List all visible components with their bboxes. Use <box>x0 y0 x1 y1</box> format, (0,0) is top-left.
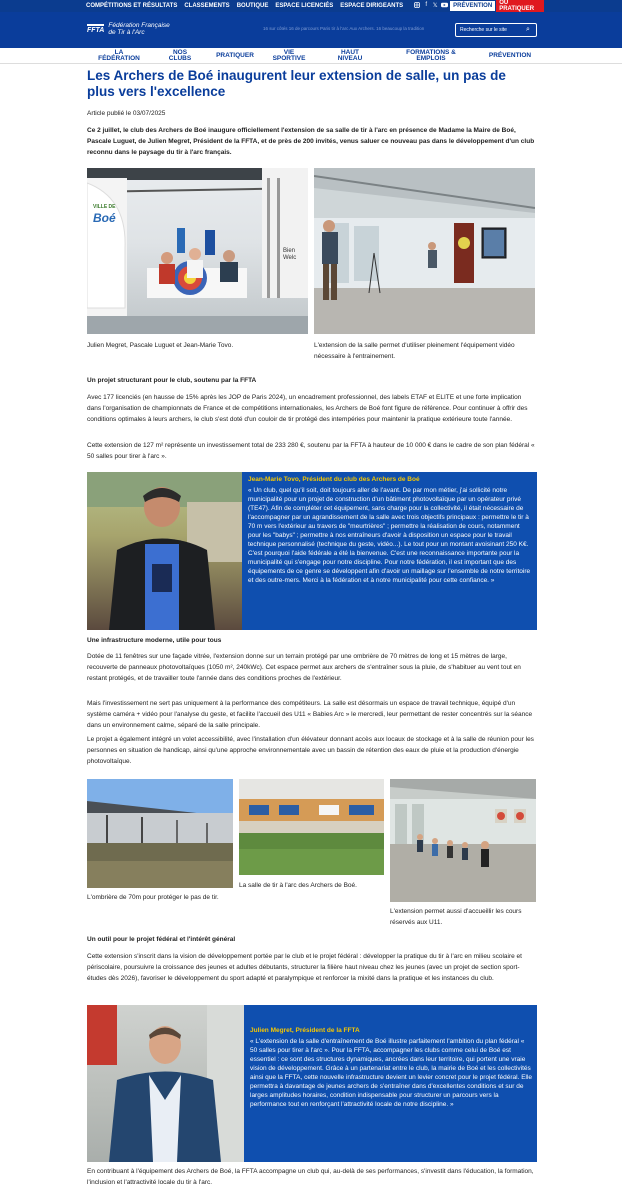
top-link-competitions[interactable]: COMPÉTITIONS ET RÉSULTATS <box>86 3 178 9</box>
logo-line-1: Fédération Française <box>108 22 170 29</box>
caption-ombriere: L'ombrière de 70m pour protéger le pas de tir. <box>87 894 219 901</box>
caption-salle: La salle de tir à l'arc des Archers de Boé. <box>239 882 357 889</box>
logo-line-2: de Tir à l'Arc <box>108 29 145 36</box>
youtube-icon[interactable] <box>441 2 447 10</box>
heading-projet-structurant: Un projet structurant pour le club, soutenu par la FFTA <box>87 377 257 384</box>
quote-megret-author: Julien Megret, Président de la FFTA <box>250 1027 360 1034</box>
article-content <box>87 68 537 158</box>
photo-salle <box>239 779 384 875</box>
logo-mark: FFTA <box>87 24 104 34</box>
photo-video-equipment <box>314 168 535 334</box>
caption-ceremony: Julien Megret, Pascale Luguet et Jean-Marie Tovo. <box>87 342 234 349</box>
photo-ombriere <box>87 779 233 888</box>
para-structurant-1: Avec 177 licenciés (en hausse de 15% après les JOP de Paris 2024), un encadrement professionnel, des labels ETAF et ELITE et une forte implication dans l'organisation de championnats de France et de compétitions internationales, les Archers de Boé font figure de référence. Pour continuer à offrir des conditions optimales à leurs archers, le club s'est doté d'un couloir de tir protégé des intempéries pour maintenir la pratique extérieure toute l'année. <box>87 394 528 423</box>
para-federal: Cette extension s'inscrit dans la vision de développement portée par le club et le projet fédéral : développer la pratique du tir à l'arc en milieu scolaire et périscolaire, poursuivre la croissance des jeunes et adultes débutants, structurer la filière haut niveau chez les jeunes (avec un projet de section sport-études dès 2026), favoriser le développement du sport adapté et paralympique et renforcer la mixité dans la pratique et les instances du club. <box>87 953 522 982</box>
instagram-icon[interactable] <box>414 2 420 10</box>
top-link-boutique[interactable]: BOUTIQUE <box>236 3 269 9</box>
quote-box-tovo <box>87 472 537 630</box>
photo-cours-u11 <box>390 779 536 902</box>
article-lead: Ce 2 juillet, le club des Archers de Boé inaugure officiellement l'extension de sa salle de tir à l'arc en présence de Madame la Maire de Boé, Pascale Luguet, de Julien Megret, Président de la FFTA, et de près de 200 invités, venus saluer ce nouveau pas dans le développement d'un club reconnu dans le paysage du tir à l'arc français. <box>87 127 535 156</box>
nav-item-clubs[interactable]: NOS CLUBS <box>168 48 192 62</box>
ffta-logo[interactable] <box>87 22 170 36</box>
nav-item-federation[interactable]: LA FÉDÉRATION <box>98 48 140 62</box>
heading-projet-federal: Un outil pour le projet fédéral et l'intérêt général <box>87 936 236 943</box>
para-infra-1: Dotée de 11 fenêtres sur une façade vitrée, l'extension donne sur un terrain protégé par une ombrière de 70 mètres de long et 15 mètres de large, recouverte de panneaux photovoltaïques (1050 m², 240kWc). Cet espace permet aux archers de s'entraîner sous la pluie, de s'habituer au vent tout en restant protégés, et de travailler toute l'année dans des conditions proches de l'extérieur. <box>87 653 521 682</box>
top-link-classements[interactable]: CLASSEMENTS <box>184 3 230 9</box>
nav-item-haut-niveau[interactable]: HAUT NIVEAU <box>337 48 363 62</box>
ou-pratiquer-button[interactable]: OÙ PRATIQUER <box>496 0 544 14</box>
main-nav <box>0 48 622 64</box>
ville-sign-small: VILLE DE <box>93 204 116 210</box>
nav-item-vie-sportive[interactable]: VIE SPORTIVE <box>272 48 306 62</box>
para-infra-2: Mais l'investissement ne sert pas uniquement à la performance des compétiteurs. La salle est désormais un espace de travail technique, équipé d'un système caméra + vidéo pour l'analyse du geste, et facilite l'accueil des U11 « Babies Arc » le mercredi, leur permettant de rester concentrés sur la séance dans un environnement calme, séparé de la salle principale. <box>87 700 533 729</box>
search-input[interactable] <box>460 27 526 33</box>
publish-date: Article publié le 03/07/2025 <box>87 110 166 117</box>
twitter-icon[interactable]: 𝕏 <box>432 3 438 9</box>
quote-tovo-author: Jean-Marie Tovo, Président du club des Archers de Boé <box>248 476 420 483</box>
article-title: Les Archers de Boé inaugurent leur extension de salle, un pas de plus vers l'excellence <box>87 68 506 99</box>
quote-box-megret <box>87 1005 537 1162</box>
nav-item-formations[interactable]: FORMATIONS & EMPLOIS <box>406 48 456 62</box>
photo-megret <box>87 1005 244 1162</box>
photo-tovo <box>87 472 242 630</box>
nav-item-prevention[interactable]: PRÉVENTION <box>488 51 532 59</box>
top-bar <box>0 0 622 12</box>
top-link-espace-licencies[interactable]: ESPACE LICENCIÉS <box>275 3 334 9</box>
para-infra-3: Le projet a également intégré un volet accessibilité, avec l'installation d'un élévateur donnant accès aux locaux de stockage et à la salle de réunion pour les personnes en situation de handicap, ainsi qu'une approche environnementale avec un bassin de rétention des eaux de pluie et la production d'énergie photovoltaïque. <box>87 736 534 765</box>
caption-video: L'extension de la salle permet d'utiliser pleinement l'équipement vidéo nécessaire à l'entrainement. <box>314 342 515 360</box>
search-icon[interactable]: ⌕ <box>526 26 530 33</box>
site-search <box>455 23 537 37</box>
facebook-icon[interactable]: f <box>425 2 427 8</box>
welcome-banner: Bien Welc <box>283 248 297 261</box>
quote-megret-text: « L'extension de la salle d'entraînement de Boé illustre parfaitement l'ambition du plan fédéral « 50 salles pour tirer à l'arc ». Pour la FFTA, accompagner les clubs comme celui de Boé est essentiel : ce sont des structures dynamiques, ancrées dans leur territoire, qui portent une vraie vision de développement. Grâce à un partenariat entre le club, la mairie de Boé et les collectivités ainsi que la FFTA, cette nouvelle infrastructure devient un levier concret pour le projet fédéral. Elle permettra à davantage de jeunes archers de s'entraîner dans d'excellentes conditions et sur de larges amplitudes horaires, condition indispensable pour structurer un parcours vers la performance tout en renforçant l'attractivité locale de notre discipline. » <box>250 1038 533 1108</box>
para-structurant-2: Cette extension de 127 m² représente un investissement total de 233 280 €, soutenu par la FFTA à hauteur de 10 000 € dans le cadre de son plan fédéral « 50 salles pour tirer à l'arc ». <box>87 442 535 460</box>
photo-ceremony <box>87 168 308 334</box>
news-ticker: 16 sur côtés 16 de parcours Paris tir à l'arc Aux Archers. 16 beaucoup la tradition <box>263 26 425 31</box>
site-header <box>0 12 622 48</box>
quote-tovo-text: « Un club, quel qu'il soit, doit toujours aller de l'avant. De par mon métier, j'ai sollicité notre municipalité pour un projet de construction d'un bâtiment photovoltaïque par un opérateur privé (TE47). Afin de compléter cet équipement, sans charge pour la collectivité, il était nécessaire de l'accompagner par un agrandissement de la salle avec trois objectifs principaux : permettre le tir à 70 m vers l'extérieur au travers de "meurtrières" ; permettre la réalisation de cours, notamment pour les "babys" ; permettre à nos entraîneurs d'avoir à disposition un espace pour le travail technique personnalisé (technique du geste, vidéo...). Le tout pour un montant avoisinant 250 K€. C'est pourquoi l'aide fédérale a été la bienvenue. C'est une reconnaissance importante pour la municipalité qui s'engage pour notre discipline. Pour notre fédération, il est important que des équipements de ce genre se développent afin d'avoir un maillage sur l'ensemble de notre territoire et des outre-mers. Merci à la fédération et à notre municipalité pour cette confiance. » <box>248 487 531 584</box>
heading-infrastructure: Une infrastructure moderne, utile pour tous <box>87 637 222 644</box>
nav-item-pratiquer[interactable]: PRATIQUER <box>216 51 254 59</box>
social-links <box>414 2 447 10</box>
para-final: En contribuant à l'équipement des Archers de Boé, la FFTA accompagne un club qui, au-delà de ses performances, s'investit dans l'éducation, la formation, l'inclusion et l'attractivité locale du tir à l'arc. <box>87 1168 534 1186</box>
prevention-top-button[interactable]: PRÉVENTION <box>450 1 495 11</box>
top-link-espace-dirigeants[interactable]: ESPACE DIRIGEANTS <box>340 3 404 9</box>
caption-cours: L'extension permet aussi d'accueillir les cours réservés aux U11. <box>390 908 522 926</box>
ville-sign-name: Boé <box>93 211 116 225</box>
